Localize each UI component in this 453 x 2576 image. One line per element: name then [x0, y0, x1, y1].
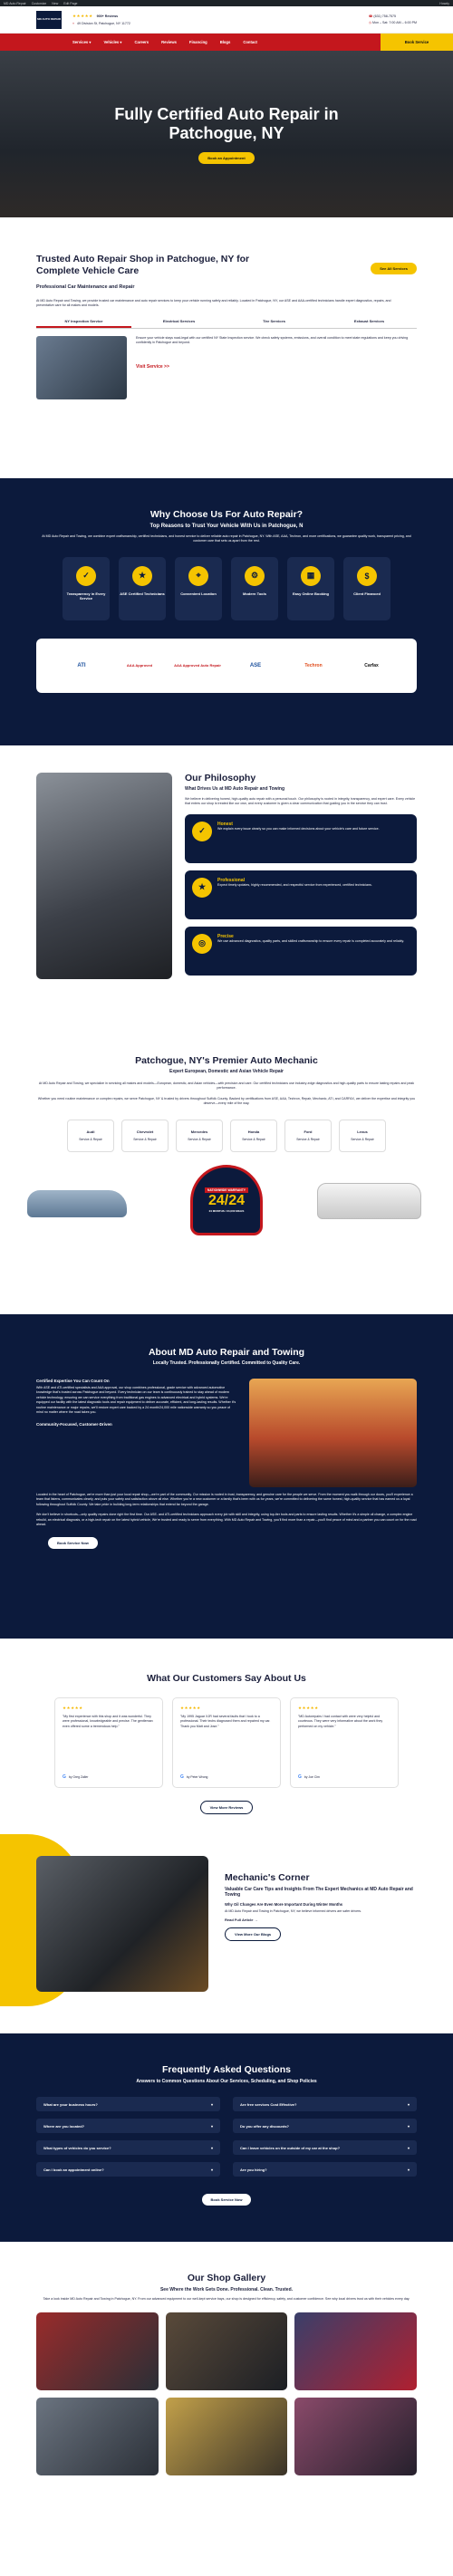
faq-item[interactable]	[233, 2140, 417, 2155]
contact-info	[369, 14, 417, 24]
reviews-title: What Our Customers Say About Us	[147, 1673, 306, 1684]
feature-card	[343, 557, 390, 620]
reviewer-name: by Peter Wrong	[186, 1775, 208, 1779]
ase-logo: ASE	[249, 662, 262, 668]
book-service-now-button[interactable]: Book Service Now	[47, 1536, 99, 1550]
about-p3: We don't believe in shortcuts—only quality repairs done right the first time. Our ASE- and ATI-certified technicians approach every job with skill and integrity, using top-tier tools and parts to ensure lasting results. Whether it's a simple oil change, a complex engine rebuild, an electrical diagnosis, or a high-tech repair on the latest hybrid vehicle, We're trusted and ready to serve from everything. With MD Auto Repair and Towing, you'll find more than a repair—you'll find peace of mind and a partner you can count on for the road ahead.	[36, 1513, 417, 1527]
main-nav	[0, 34, 453, 51]
brand-name: Chevrolet	[136, 1129, 154, 1135]
hero-title: Fully Certified Auto Repair in Patchogue, NY	[114, 104, 339, 142]
feature-card	[63, 557, 110, 620]
value-title: Professional	[217, 877, 246, 883]
feature-label: Easy Online Booking	[292, 591, 329, 596]
philosophy-subtitle: What Drives Us at MD Auto Repair and Towing	[185, 786, 285, 792]
badge-icon: ★	[192, 878, 212, 898]
chevron-down-icon: ▾	[210, 2123, 213, 2129]
faq-question: Are you hiring?	[240, 2167, 267, 2172]
feature-card	[231, 557, 278, 620]
gallery-body: Take a look inside MD Auto Repair and Towing in Patchogue, NY. From our advanced equipment to our well-kept service bays, our shop is designed for efficiency, safety, and customer confidence. See why local drivers trust us with their vehicles every day.	[43, 2297, 410, 2301]
philosophy-section	[0, 745, 453, 1026]
value-text: We explain every issue clearly so you can make informed decisions about your vehicle's care and future service.	[217, 826, 380, 831]
faq-question: Can I book an appointment online?	[43, 2167, 104, 2172]
value-text: Expect timely updates, highly recommended, and respectful service from experienced, certified technicians.	[217, 882, 372, 887]
site-header	[0, 6, 453, 34]
feature-card	[175, 557, 222, 620]
about-h2: Community-Focused, Customer-Driven	[36, 1422, 112, 1427]
feature-label: ASE Certified Technicians	[120, 591, 165, 596]
business-hours: Mon – Sat: 7:00 AM – 6:00 PM	[372, 21, 417, 24]
faq-book-service-button[interactable]: Book Service Now	[201, 2193, 253, 2206]
nav-item-careers[interactable]: Careers	[134, 40, 149, 44]
tab-exhaust[interactable]: Exhaust Services	[353, 318, 385, 323]
mechanic-body-1: At MD Auto Repair and Towing, we specialize in servicing all makes and models—European, domestic, and Asian vehicles—with precision and care. Our certified technicians use industry-edge diagnostics and high-quality parts to ensure lasting repairs and peak performance.	[38, 1081, 415, 1091]
brand-label: Service & Repair	[79, 1138, 102, 1142]
feature-label: Transparency in Every Service	[66, 591, 106, 601]
trusted-subtitle: Professional Car Maintenance and Repair	[36, 284, 135, 290]
tab-inspection[interactable]: NY Inspection Service	[36, 316, 131, 328]
brand-card[interactable]	[121, 1120, 169, 1152]
brand-card[interactable]	[284, 1120, 332, 1152]
post-title[interactable]: Why Oil Changes Are Even More Important During Winter Months	[225, 1902, 343, 1907]
calendar-icon: ▦	[301, 566, 321, 586]
nav-item-blogs[interactable]: Blogs	[219, 40, 231, 44]
gallery-image[interactable]	[36, 2312, 159, 2390]
philosophy-title: Our Philosophy	[185, 773, 256, 783]
brand-label: Service & Repair	[188, 1138, 211, 1142]
nav-item-vehicles[interactable]: Vehicles ▾	[103, 40, 122, 44]
trusted-section	[0, 217, 453, 478]
view-more-reviews-button[interactable]: View More Reviews	[200, 1801, 254, 1814]
certificate-icon: ★	[132, 566, 152, 586]
brand-card[interactable]	[230, 1120, 277, 1152]
warranty-bottom-text: 24 MONTHS / 24,000 MILES	[208, 1208, 245, 1213]
admin-bar-item[interactable]: MD Auto Repair	[4, 1, 26, 5]
about-section	[0, 1314, 453, 1639]
oil-change-image	[36, 1856, 208, 1992]
book-appointment-button[interactable]: Book an Appointment	[198, 152, 254, 164]
certification-logos	[36, 639, 417, 693]
mechanic-title: Patchogue, NY's Premier Auto Mechanic	[135, 1055, 318, 1066]
why-body: At MD Auto Repair and Towing, we combine expert craftsmanship, certified technicians, and honest service to deliver reliable auto repair in Patchogue, NY. With ASE, AAA, Techron, and more certifications, we guarantee quality work, transparent pricing, and customer care that sets us apart from the rest.	[42, 534, 411, 543]
admin-bar	[0, 0, 453, 6]
brand-label: Service & Repair	[351, 1138, 374, 1142]
faq-item[interactable]	[233, 2097, 417, 2111]
faq-question: Are free services Cost Effective?	[240, 2101, 297, 2107]
feature-label: Convenient Location	[180, 591, 217, 596]
review-card	[54, 1697, 163, 1788]
google-icon: G	[298, 1774, 302, 1780]
value-text: We use advanced diagnostics, quality parts, and skilled craftsmanship to ensure every repair is completed accurately and reliably.	[217, 938, 405, 943]
faq-section	[0, 2033, 453, 2242]
nav-item-financing[interactable]: Financing	[188, 40, 207, 44]
chevron-down-icon: ▾	[407, 2167, 410, 2172]
admin-bar-item[interactable]: Edit Page	[63, 1, 78, 5]
review-cards	[0, 1697, 453, 1788]
faq-title: Frequently Asked Questions	[162, 2064, 291, 2075]
faq-question: What are your business hours?	[43, 2101, 98, 2107]
faq-subtitle: Answers to Common Questions About Our Services, Scheduling, and Shop Policies	[136, 2079, 317, 2084]
about-p1: With ASE and ATI-certified specialists and AAA approval, our shop combines professional, grade service with advanced automotive knowledge that's trusted across Patchogue and beyond. Every technician on our team is continuously trained to stay ahead of modern vehicle technology, ensuring we can service everything from traditional gas engines to advanced electrical and hybrid systems. We're equipped our facility with the latest diagnostic tools and repair equipment to deliver accurate, efficient, and long-lasting results. Whether it's routine maintenance or major repairs, we'll restore expert care backed by a 24 month/24,000 mile nationwide warranty so you peace of mind no matter where the road takes you.	[36, 1386, 236, 1415]
faq-question: Do you offer any discounts?	[240, 2123, 290, 2129]
chevron-down-icon: ▾	[210, 2101, 213, 2107]
aaa-logo: AAA Approved	[126, 663, 153, 668]
google-icon: G	[63, 1774, 66, 1780]
reviewer-name: by Joe Cim	[304, 1775, 320, 1779]
gallery-section	[0, 2242, 453, 2532]
review-stars: ★★★★★	[180, 1706, 201, 1710]
book-service-button[interactable]: Book Service	[381, 34, 453, 51]
why-section	[0, 478, 453, 745]
warranty-badge	[190, 1165, 263, 1235]
gallery-image[interactable]	[166, 2312, 288, 2390]
value-title: Precise	[217, 933, 234, 939]
nav-item-services[interactable]: Services ▾	[72, 40, 92, 44]
chevron-down-icon: ▾	[407, 2145, 410, 2150]
address[interactable]: 49 Division St, Patchogue, NY 11772	[77, 22, 130, 25]
brand-card[interactable]	[176, 1120, 223, 1152]
read-more-link[interactable]: Read Full Article →	[225, 1918, 258, 1923]
faq-question: Can I leave vehicles on the outside of my car at the shop?	[240, 2145, 341, 2150]
brand-label: Service & Repair	[242, 1138, 265, 1142]
site-logo[interactable]: MD AUTO REPAIR	[36, 11, 62, 29]
faq-item[interactable]	[233, 2162, 417, 2177]
brand-name: Audi	[86, 1129, 95, 1135]
warranty-top-text: NATIONWIDE WARRANTY	[205, 1187, 248, 1193]
ati-logo: ATI	[77, 662, 86, 668]
review-card	[172, 1697, 281, 1788]
warranty-number: 24/24	[207, 1192, 246, 1208]
brand-card[interactable]	[67, 1120, 114, 1152]
truck-image	[317, 1183, 421, 1219]
shield-icon: ✓	[76, 566, 96, 586]
faq-list	[36, 2097, 417, 2177]
faq-item[interactable]	[36, 2140, 220, 2155]
finance-icon: $	[357, 566, 377, 586]
location-icon: ⌖	[188, 566, 208, 586]
gallery-title: Our Shop Gallery	[187, 2273, 266, 2283]
brand-name: Mercedes	[190, 1129, 208, 1135]
corner-section	[0, 1825, 453, 2033]
about-title: About MD Auto Repair and Towing	[148, 1347, 305, 1358]
admin-bar-item[interactable]: Howdy	[439, 1, 449, 5]
hero	[0, 51, 453, 217]
feature-label: Client Financed	[353, 591, 381, 596]
mechanic-subtitle: Expert European, Domestic and Asian Vehicle Repair	[169, 1069, 284, 1074]
aaa-repair-logo: AAA Approved Auto Repair	[174, 663, 221, 668]
about-p2: Located in the heart of Patchogue, we're more than just your local repair shop—we're part of the community. Our mission is rooted in trust, transparency, and genuine care for the people we serve. From the moment you walk through our doors, you'll experience a team that listens, communicates clearly, and puts your safety and satisfaction above all else. Whether you're a new customer or a family that's been with us for years, we're committed to delivering the same honest, high-quality service that has earned us a loyal following throughout Suffolk County. We take pride in building long-term relationships that extend far beyond the garage.	[36, 1493, 413, 1506]
feature-grid	[0, 557, 453, 620]
rating-stars: ★★★★★	[72, 14, 93, 18]
target-icon: ◎	[192, 934, 212, 954]
gallery-subtitle: See Where the Work Gets Done. Professional. Clean. Trusted.	[159, 2287, 294, 2292]
phone-icon: ☎	[368, 14, 373, 18]
why-subtitle: Top Reasons to Trust Your Vehicle With Us in Patchogue, N	[149, 524, 304, 529]
gallery-image[interactable]	[36, 2398, 159, 2475]
header-info	[72, 14, 130, 25]
service-tabs	[36, 316, 417, 329]
carfax-logo: Carfax	[364, 662, 379, 668]
faq-question: Where are you located?	[43, 2123, 85, 2129]
techron-logo: Techron	[304, 662, 323, 668]
feature-card	[287, 557, 334, 620]
about-h1: Certified Expertise You Can Count On	[36, 1379, 110, 1383]
sedan-image	[27, 1190, 127, 1217]
map-pin-icon: ⌖	[72, 22, 75, 25]
review-text: "My 1995 Jaguar XJR had several faults that I took to a professional. Their techs diagnosed them and repaired my car. Thank you Matt and Jose."	[180, 1715, 271, 1728]
gallery-grid	[36, 2312, 417, 2475]
review-stars: ★★★★★	[298, 1706, 319, 1710]
post-excerpt: At MD Auto Repair and Towing in Patchogue, NY, we believe informed drivers are safer drivers.	[225, 1909, 362, 1913]
tab-electrical[interactable]: Electrical Services	[162, 318, 196, 323]
brand-name: Lexus	[357, 1129, 368, 1135]
vehicles-banner	[0, 1165, 453, 1237]
chevron-down-icon: ▾	[210, 2167, 213, 2172]
about-row	[36, 1379, 417, 1487]
inspection-image	[36, 336, 127, 399]
faq-item[interactable]	[233, 2119, 417, 2133]
corner-subtitle: Valuable Car Care Tips and Insights From The Expert Mechanics at MD Auto Repair and Towing	[225, 1887, 413, 1898]
value-card	[185, 814, 417, 863]
philosophy-cards	[185, 814, 417, 976]
value-card	[185, 870, 417, 919]
admin-bar-item[interactable]: New	[52, 1, 59, 5]
nav-item-reviews[interactable]: Reviews	[161, 40, 177, 44]
why-title: Why Choose Us For Auto Repair?	[149, 509, 304, 520]
review-text: "MD Autorepairs I had contact with were very helpful and courteous. They were very informative about the work they performed on my vehicle."	[298, 1715, 383, 1728]
tab-panel-text: Ensure your vehicle stays road-legal with our certified NY State Inspection service. We check safety systems, emissions, and overall condition to meet state regulations and keep you driving confidently in Patchogue and beyond.	[136, 335, 409, 345]
reviews-section	[0, 1639, 453, 1825]
nav-item-contact[interactable]: Contact	[243, 40, 257, 44]
feature-card	[119, 557, 166, 620]
engine-image	[36, 773, 172, 979]
brand-name: Honda	[247, 1129, 260, 1135]
reviews-count[interactable]: 900+ Reviews	[96, 14, 119, 18]
classic-car-image	[249, 1379, 417, 1487]
review-card	[290, 1697, 399, 1788]
gallery-image[interactable]	[294, 2312, 417, 2390]
reviewer-name: by Greg Zaller	[68, 1775, 89, 1779]
admin-bar-item[interactable]: Customize	[31, 1, 47, 5]
clock-icon: ◷	[368, 21, 372, 24]
value-title: Honest	[217, 821, 233, 827]
faq-question: What types of vehicles do you service?	[43, 2145, 111, 2150]
mechanic-section	[0, 1026, 453, 1314]
faq-item[interactable]	[36, 2097, 220, 2111]
tab-panel	[36, 336, 417, 399]
philosophy-body: We believe in delivering honest, high-quality auto repair with a personal touch. Our philosophy is rooted in integrity, transparency, and expert care. Every vehicle that enters our shop is treated like our own, and every customer is given a clear communication that guiding you in the service they can trust.	[185, 797, 416, 806]
trusted-body: At MD Auto Repair and Towing, we provide trusted car maintenance and auto repair services to keep your vehicle running safely and reliably. Located in Patchogue, NY, our ASE and AAA-certified technicians handle expert diagnostics, repairs, and preventative care for all makes and models.	[36, 299, 391, 308]
value-card	[185, 927, 417, 976]
mechanic-body-2: Whether you need routine maintenance or complex repairs, we serve Patchogue, NY & trusted by drivers throughout Suffolk County. Backed by certifications from ASE, AAA, Techron, Repair, Mechanic, ATI, and CARFAX, we deliver the expertise and integrity you deserve—every mile of the way.	[37, 1096, 416, 1106]
faq-item[interactable]	[36, 2119, 220, 2133]
brand-label: Service & Repair	[296, 1138, 320, 1142]
chevron-down-icon: ▾	[407, 2123, 410, 2129]
about-subtitle: Locally Trusted. Professionally Certified. Committed to Quality Care.	[152, 1360, 301, 1366]
brand-card[interactable]	[339, 1120, 386, 1152]
view-blogs-button[interactable]: View More Our Blogs	[225, 1927, 281, 1941]
google-icon: G	[180, 1774, 184, 1780]
feature-label: Modern Tools	[243, 591, 266, 596]
corner-title: Mechanic's Corner	[225, 1872, 310, 1883]
handshake-icon: ✓	[192, 822, 212, 841]
chevron-down-icon: ▾	[210, 2145, 213, 2150]
faq-item[interactable]	[36, 2162, 220, 2177]
brand-label: Service & Repair	[133, 1138, 157, 1142]
see-all-services-button[interactable]: See All Services	[371, 263, 417, 274]
review-stars: ★★★★★	[63, 1706, 83, 1710]
brand-row	[0, 1120, 453, 1152]
tab-tire[interactable]: Tire Services	[263, 318, 285, 323]
brand-name: Ford	[304, 1129, 313, 1135]
gallery-image[interactable]	[166, 2398, 288, 2475]
chevron-down-icon: ▾	[407, 2101, 410, 2107]
review-text: "My first experience with this shop and it was wonderful. They were professional, knowledgeable and precise. The gentleman even offered some a tremendous help."	[63, 1715, 153, 1728]
tools-icon: ⚙	[245, 566, 265, 586]
gallery-image[interactable]	[294, 2398, 417, 2475]
visit-service-link[interactable]: Visit Service >>	[136, 363, 169, 370]
phone-number[interactable]: (631) 758-7575	[373, 14, 396, 18]
trusted-title: Trusted Auto Repair Shop in Patchogue, NY for Complete Vehicle Care	[36, 254, 250, 276]
